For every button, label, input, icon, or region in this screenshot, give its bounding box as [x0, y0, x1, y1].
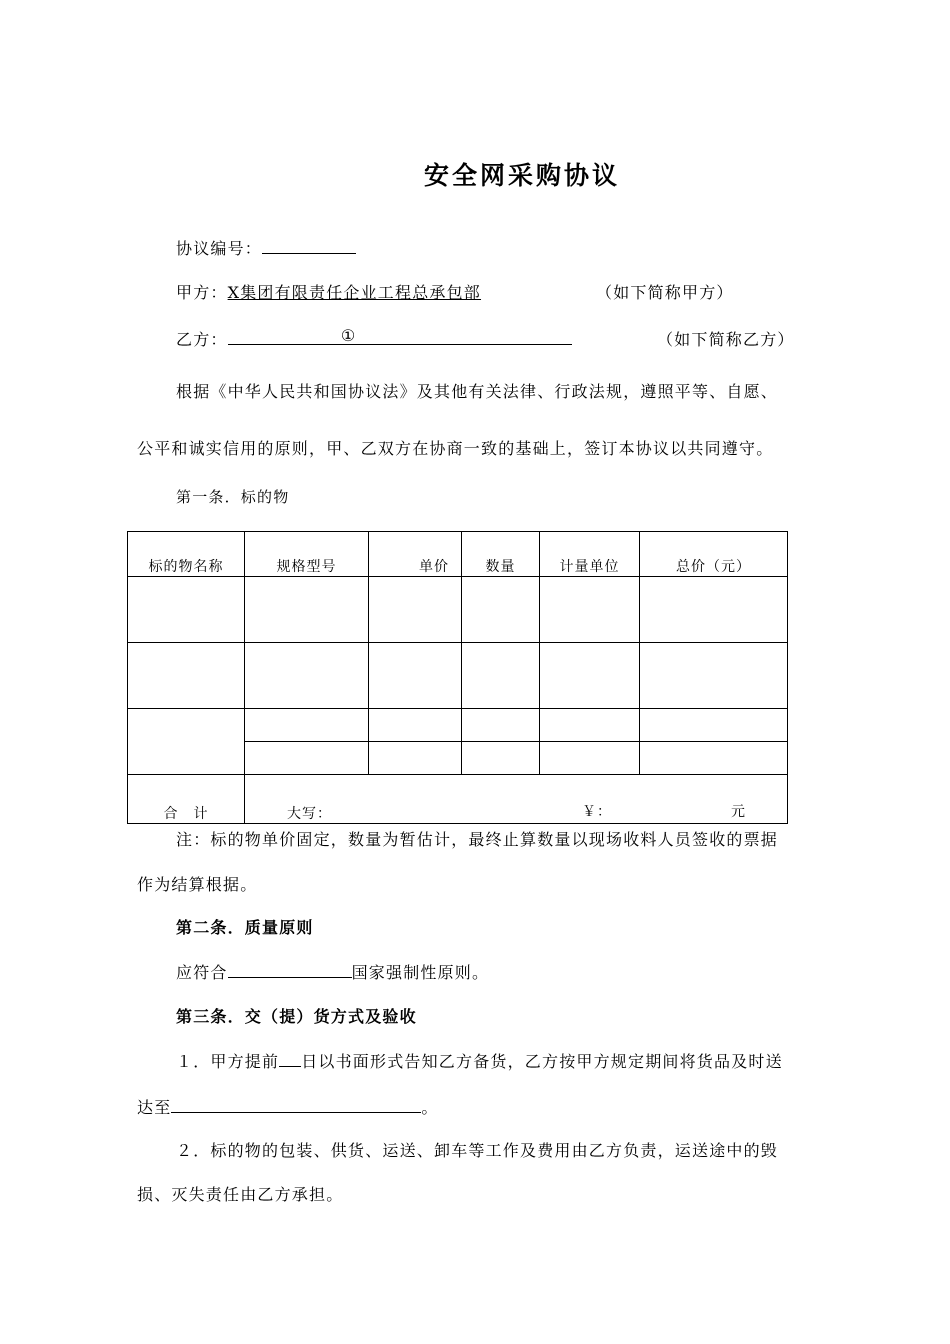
article-2-text: [176, 960, 489, 983]
article-3-item-1-line-1: [176, 1049, 783, 1072]
col-header-spec: 规格型号: [245, 532, 369, 577]
table-cell[interactable]: [245, 643, 369, 709]
days-in-advance-field[interactable]: [279, 1052, 301, 1067]
subject-matter-table: [127, 531, 788, 824]
table-cell[interactable]: [369, 742, 462, 775]
party-b-note: （如下简称乙方）: [657, 330, 795, 349]
party-a-name: X集团有限责任企业工程总承包部: [227, 283, 482, 302]
table-cell[interactable]: [128, 577, 245, 643]
party-b-mark: ①: [340, 326, 357, 345]
table-cell[interactable]: [462, 709, 540, 742]
party-a-row: [176, 280, 481, 303]
delivery-location-field[interactable]: [171, 1098, 421, 1113]
table-cell[interactable]: [245, 742, 369, 775]
agreement-no-label: 协议编号：: [176, 239, 263, 258]
table-note-line-2: 作为结算根据。: [137, 875, 258, 894]
item-1-line-2-prefix: 达至: [137, 1098, 172, 1117]
agreement-no-row: [176, 236, 356, 259]
total-yen-label: ￥：: [582, 804, 612, 820]
table-cell[interactable]: [128, 643, 245, 709]
total-amount-cell[interactable]: [245, 775, 788, 824]
table-cell[interactable]: [540, 709, 640, 742]
item-1-part-2: 日以书面形式告知乙方备货，乙方按甲方规定期间将货品及时送: [301, 1052, 783, 1071]
table-row: [128, 643, 788, 709]
table-cell[interactable]: [462, 643, 540, 709]
table-cell[interactable]: [540, 577, 640, 643]
party-b-field[interactable]: [228, 326, 572, 345]
quality-standard-field[interactable]: [228, 963, 352, 978]
article-3-heading: 第三条．交（提）货方式及验收: [176, 1007, 417, 1026]
table-cell[interactable]: [369, 643, 462, 709]
table-cell[interactable]: [245, 709, 369, 742]
intro-line-2: 公平和诚实信用的原则，甲、乙双方在协商一致的基础上，签订本协议以共同遵守。: [137, 439, 774, 458]
table-cell[interactable]: [369, 577, 462, 643]
table-cell[interactable]: [462, 742, 540, 775]
table-note-line-1: 注：标的物单价固定，数量为暂估计，最终止算数量以现场收料人员签收的票据: [176, 830, 779, 849]
col-header-name: 标的物名称: [128, 532, 245, 577]
total-label: 合 计: [128, 775, 245, 824]
table-cell[interactable]: [462, 577, 540, 643]
table-cell[interactable]: [540, 742, 640, 775]
party-b-label: 乙方：: [176, 330, 228, 349]
table-cell[interactable]: [540, 643, 640, 709]
item-1-line-2-suffix: 。: [421, 1098, 439, 1117]
article-1-heading: 第一条．标的物: [176, 488, 290, 506]
article-3-item-2-line-1: ２．标的物的包装、供货、运送、卸车等工作及费用由乙方负责，运送途中的毁: [176, 1141, 779, 1160]
article-2-heading: 第二条．质量原则: [176, 918, 314, 937]
table-total-row: [128, 775, 788, 824]
party-a-label: 甲方：: [176, 283, 228, 302]
table-cell[interactable]: [369, 709, 462, 742]
table-header-row: [128, 532, 788, 577]
total-capital-label: 大写：: [287, 806, 332, 822]
table-cell[interactable]: [640, 742, 788, 775]
col-header-unit-price: 单价: [369, 532, 462, 577]
article-2-prefix: 应符合: [176, 963, 228, 982]
party-b-row: [176, 327, 572, 350]
table-cell[interactable]: [128, 709, 245, 775]
agreement-no-field[interactable]: [262, 239, 356, 254]
article-2-suffix: 国家强制性原则。: [351, 963, 490, 982]
table-cell[interactable]: [245, 577, 369, 643]
col-header-total: 总价（元）: [640, 532, 788, 577]
article-3-item-1-line-2: [137, 1095, 439, 1118]
col-header-unit: 计量单位: [540, 532, 640, 577]
table-cell[interactable]: [640, 643, 788, 709]
table-cell[interactable]: [640, 709, 788, 742]
party-a-note: （如下简称甲方）: [596, 283, 734, 302]
page-title: 安全网采购协议: [423, 161, 620, 190]
article-3-item-2-line-2: 损、灭失责任由乙方承担。: [137, 1185, 344, 1204]
table-row: [128, 577, 788, 643]
total-yuan-label: 元: [731, 804, 746, 820]
table-cell[interactable]: [640, 577, 788, 643]
intro-line-1: 根据《中华人民共和国协议法》及其他有关法律、行政法规，遵照平等、自愿、: [176, 382, 779, 401]
item-1-part-1: １．甲方提前: [176, 1052, 280, 1071]
col-header-quantity: 数量: [462, 532, 540, 577]
table-row: [128, 709, 788, 742]
